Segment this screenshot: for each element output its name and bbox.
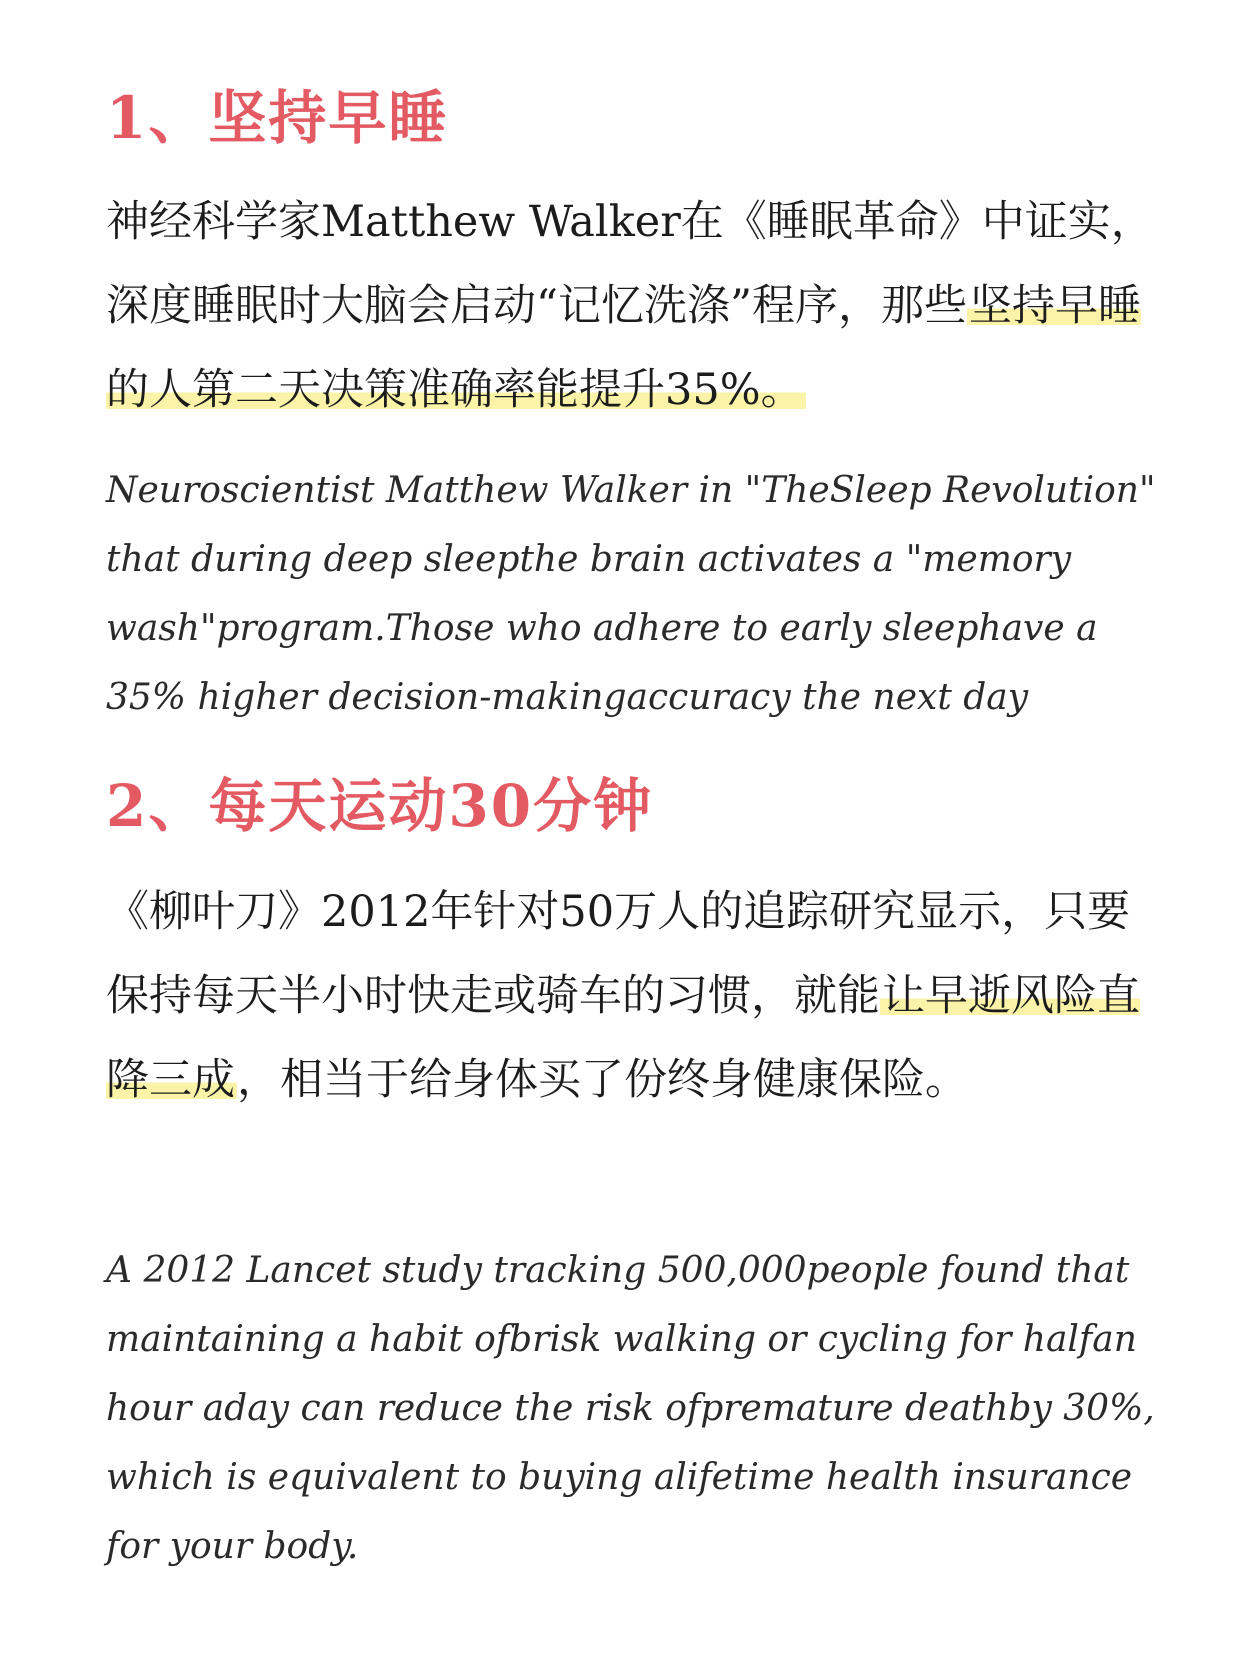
section-2-highlighted-text: 让早逝风险直降三成 [106,971,1140,1105]
section-2-english-paragraph: A 2012 Lancet study tracking 500,000people found that maintaining a habit ofbrisk walking or cycling for halfan hour aday can reduce the risk ofpremature deathby 30%, which is equivalent to buying alifetime health insurance for your body. [106,1250,1155,1567]
section-1-english-paragraph: Neuroscientist Matthew Walker in "TheSleep Revolution" that during deep sleepthe brain activates a "memory wash"program.Those who adhere to early sleephave a 35% higher decision-makingaccuracy the next day [106,470,1156,718]
section-1-chinese-text: 神经科学家Matthew Walker在《睡眠革命》中证实，深度睡眠时大脑会启动“记忆洗涤”程序，那些 [106,197,1154,331]
section-1-highlighted-text: 坚持早睡的人第二天决策准确率能提升35%。 [106,281,1141,415]
section-2-heading: 2、每天运动30分钟 [106,772,654,840]
section-2-chinese-text: 《柳叶刀》2012年针对50万人的追踪研究显示，只要保持每天半小时快走或骑车的习惯，就能 [106,887,1131,1021]
section-1-chinese-paragraph [106,180,1166,432]
section-1-heading: 1、坚持早睡 [106,84,449,152]
section-2-chinese-text-after: ，相当于给身体买了份终身健康保险。 [237,1055,968,1105]
section-2-chinese-paragraph [106,870,1166,1122]
